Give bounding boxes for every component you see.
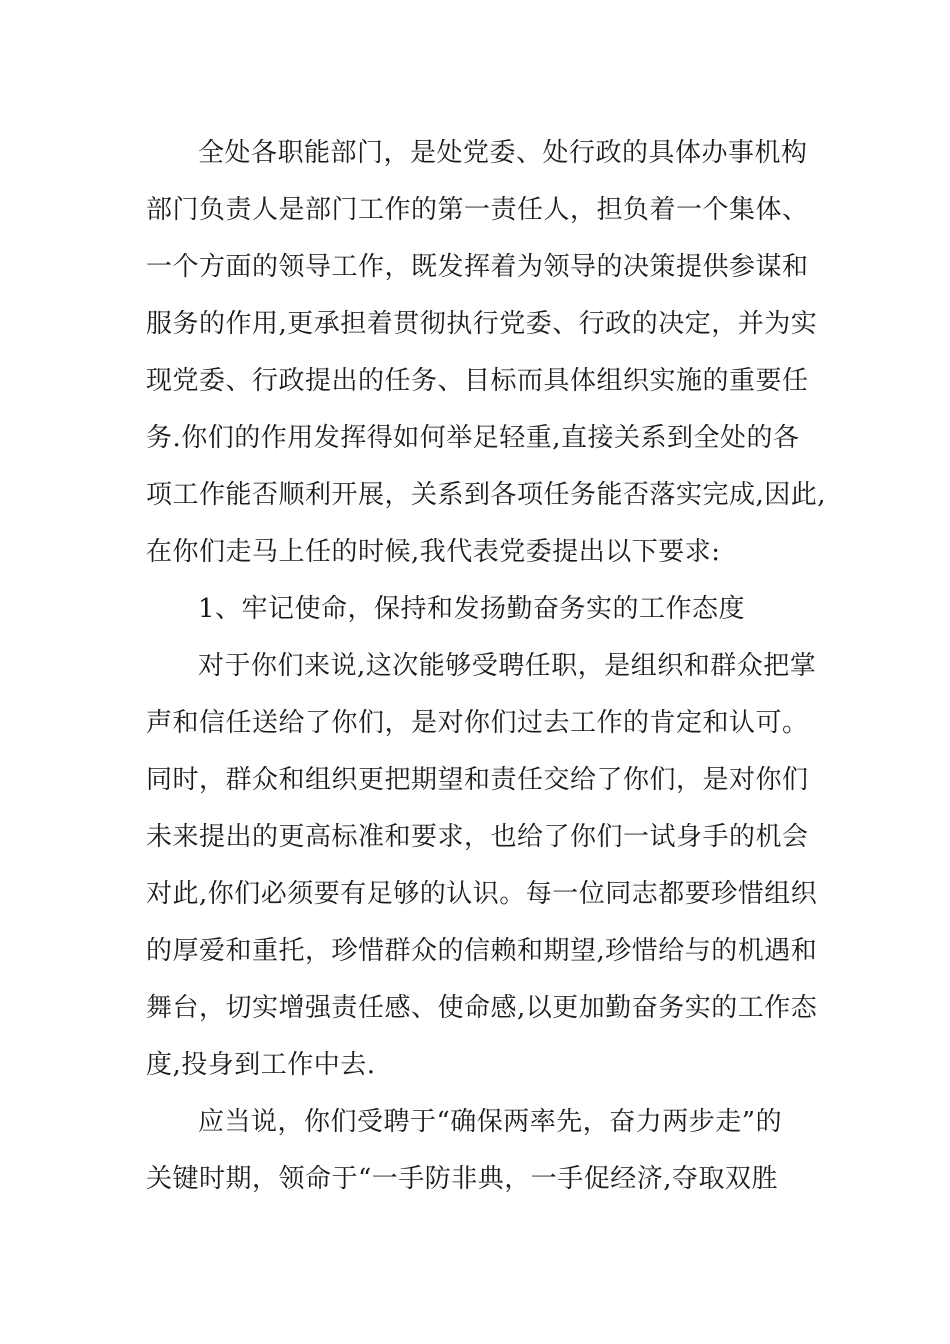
paragraph-line: 应当说，你们受聘于“确保两率先，奋力两步走”的 bbox=[198, 1107, 783, 1137]
paragraph-line: 一个方面的领导工作，既发挥着为领导的决策提供参谋和 bbox=[146, 252, 809, 282]
paragraph-line: 未来提出的更高标准和要求，也给了你们一试身手的机会 bbox=[146, 822, 809, 852]
paragraph-line: 服务的作用,更承担着贯彻执行党委、行政的决定，并为实 bbox=[146, 309, 818, 339]
paragraph-line: 对于你们来说,这次能够受聘任职，是组织和群众把掌 bbox=[198, 651, 817, 681]
paragraph-line: 度,投身到工作中去. bbox=[146, 1050, 376, 1080]
paragraph-line: 的厚爱和重托，珍惜群众的信赖和期望,珍惜给与的机遇和 bbox=[146, 936, 818, 966]
paragraph-line: 项工作能否顺利开展，关系到各项任务能否落实完成,因此, bbox=[146, 480, 827, 510]
paragraph-line: 全处各职能部门，是处党委、处行政的具体办事机构 bbox=[198, 138, 808, 168]
paragraph-line: 声和信任送给了你们，是对你们过去工作的肯定和认可。 bbox=[146, 708, 809, 738]
paragraph-line: 在你们走马上任的时候,我代表党委提出以下要求: bbox=[146, 537, 721, 567]
paragraph-line: 同时，群众和组织更把期望和责任交给了你们，是对你们 bbox=[146, 765, 809, 795]
paragraph-line: 舞台，切实增强责任感、使命感,以更加勤奋务实的工作态 bbox=[146, 993, 818, 1023]
paragraph-line: 部门负责人是部门工作的第一责任人，担负着一个集体、 bbox=[146, 195, 809, 225]
paragraph-line: 现党委、行政提出的任务、目标而具体组织实施的重要任 bbox=[146, 366, 809, 396]
paragraph-line: 务.你们的作用发挥得如何举足轻重,直接关系到全处的各 bbox=[146, 423, 800, 453]
paragraph-line: 关键时期，领命于“一手防非典，一手促经济,夺取双胜 bbox=[146, 1164, 779, 1194]
section-heading: 1、牢记使命，保持和发扬勤奋务实的工作态度 bbox=[198, 594, 746, 624]
paragraph-line: 对此,你们必须要有足够的认识。每一位同志都要珍惜组织 bbox=[146, 879, 818, 909]
